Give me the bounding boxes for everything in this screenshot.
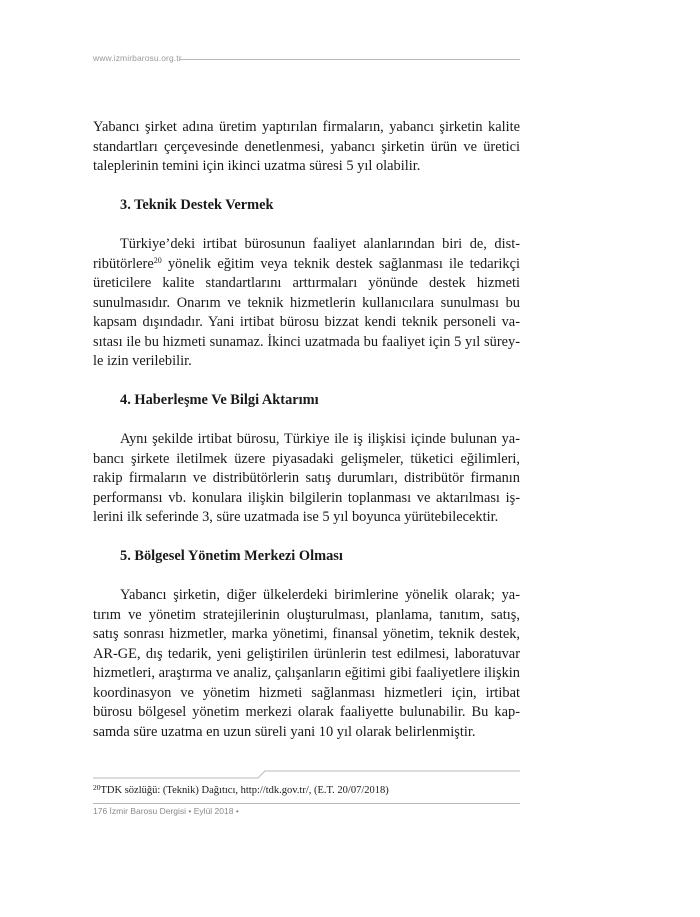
- paragraph-text-before: Türkiye’deki irtibat bürosunun faaliyet alanlarından biri de, distribütörlere: [93, 236, 520, 272]
- heading-bolgesel-yonetim: 5. Bölgesel Yönetim Merkezi Olması: [120, 548, 343, 564]
- heading-haberlesme: 4. Haberleşme Ve Bilgi Aktarımı: [120, 392, 319, 408]
- paragraph-bolgesel-yonetim: Yabancı şirketin, diğer ülkelerdeki birimlerine yönelik olarak; yatırım ve yönetim stratejilerinin oluşturulması, planlama, tanıtım, satış, satış sonrası hizmetler, marka yönetimi, finansal yönetim, teknik destek, AR-GE, dış tedarik, yeni geliştirilen ürünlerin test edilmesi, laboratuvar hizmetleri, araştırma ve analiz, çalışanların eğitimi gibi faaliyetlere ilişkin koordinasyon ve yönetim hizmeti sağlanması hizmetleri için, irtibat bürosu bölgesel yönetim merkezi olarak faaliyette bulunabilir. Bu kapsamda süre uzatma en uzun süreli yani 10 yıl olarak belirlenmiştir.: [93, 587, 520, 740]
- footnote-ref[interactable]: 20: [153, 255, 162, 265]
- header-url: www.izmirbarosu.org.tr: [93, 53, 182, 63]
- paragraph-text-after: yönelik eğitim veya teknik destek sağlanması ile tedarikçi üreticilere kalite standartlarını arttırmaları yönünde destek hizmeti sunulmasıdır. Onarım ve teknik hizmetlerin kullanıcılara sunulması bu kapsam dışındadır. Yani irtibat bürosu bizzat kendi teknik personeli vasıtası ile bu hizmeti sunamaz. İkinci uzatmada bu faaliyet için 5 yıl süreyle izin verilebilir.: [93, 255, 520, 369]
- footnote-text: TDK sözlüğü: (Teknik) Dağıtıcı, http://tdk.gov.tr/, (E.T. 20/07/2018): [100, 785, 389, 796]
- heading-teknik-destek: 3. Teknik Destek Vermek: [120, 197, 274, 213]
- footnote-divider: [93, 767, 520, 779]
- paragraph-intro: Yabancı şirket adına üretim yaptırılan firmaların, yabancı şirketin kalite standartları çerçevesinde denetlenmesi, yabancı şirketin ürün ve üretici taleplerinin temini için ikinci uzatma süresi 5 yıl olabilir.: [93, 119, 520, 174]
- paragraph-haberlesme: Aynı şekilde irtibat bürosu, Türkiye ile iş ilişkisi içinde bulunan yabancı şirkete iletilmek üzere piyasadaki gelişmeler, tüketici eğilimleri, rakip firmaların ve distribütörlerin satış durumları, distribütör firmanın performansı vb. konulara ilişkin bilgilerin toplanması ve aktarılması işlerini ilk seferinde 3, süre uzatmada ise 5 yıl boyunca yürütebilecektir.: [93, 431, 520, 525]
- paragraph-teknik-destek: [93, 235, 520, 372]
- body-text: [93, 118, 520, 742]
- page-footer: 176 İzmir Barosu Dergisi • Eylül 2018 •: [93, 806, 239, 816]
- footer-divider: [93, 803, 520, 804]
- footnote-number: 20: [93, 783, 101, 792]
- footnote: [93, 784, 520, 797]
- header-divider: [180, 59, 520, 60]
